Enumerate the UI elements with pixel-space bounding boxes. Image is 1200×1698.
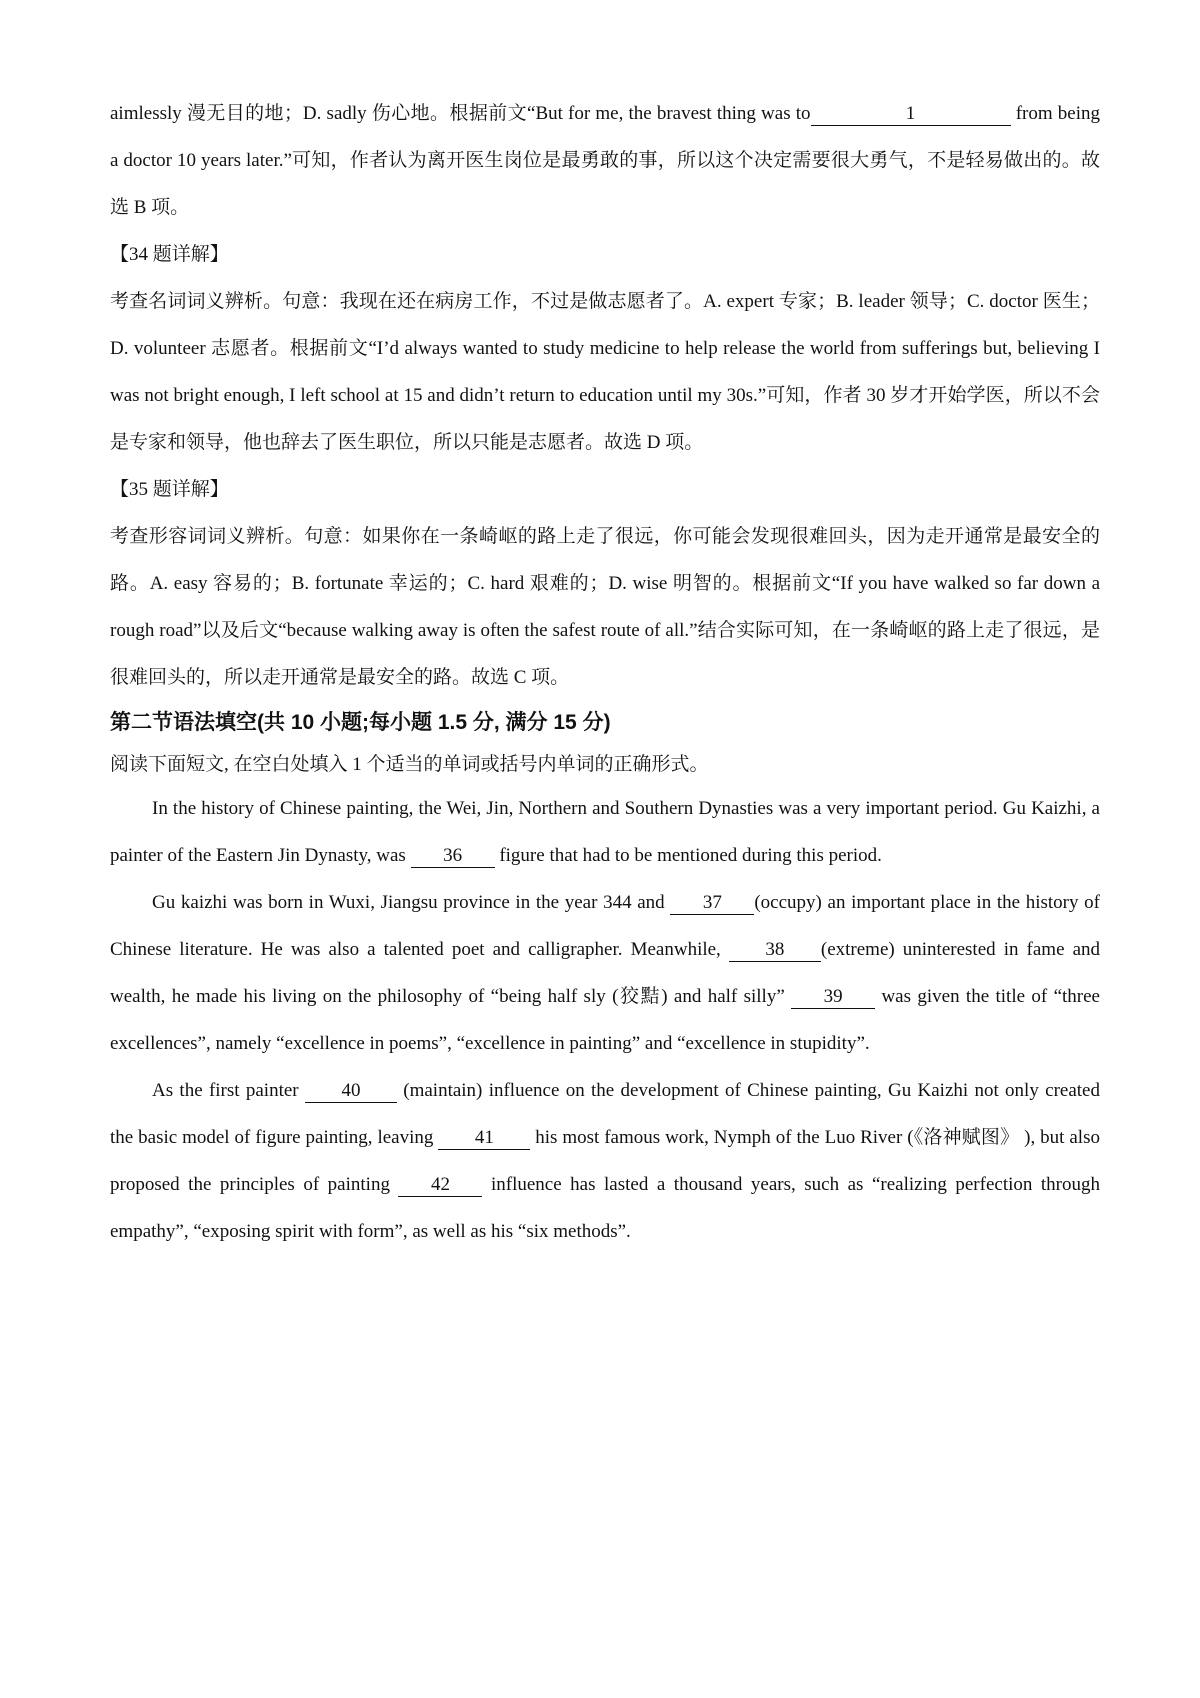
prev-text-part2: from being a doctor 10 years later.”可知，作者认为离开医生岗位是最勇敢的事，所以这个决定需要很大勇气，不是轻易做出的。故选 B 项。 <box>110 103 1100 218</box>
blank-42: 42 <box>398 1174 482 1197</box>
previous-explanation <box>110 90 1100 231</box>
p2-text-a: Gu kaizhi was born in Wuxi, Jiangsu province in the year 344 and <box>152 892 671 913</box>
p2-text-b: (occupy) an important place in the history of Chinese literature. He was also a talented poet and calligrapher. Meanwhile, <box>110 892 1100 960</box>
q34-explanation: 考查名词词义辨析。句意：我现在还在病房工作，不过是做志愿者了。A. expert 专家；B. leader 领导；C. doctor 医生；D. volunteer 志愿者。根据前文“I’d always wanted to study medicine to help release the world from sufferings but, believing I was not bright enough, I left school at 15 and didn’t return to education until my 30s.”可知，作者 30 岁才开始学医，所以不会是专家和领导，他也辞去了医生职位，所以只能是志愿者。故选 D 项。 <box>110 291 1100 453</box>
blank-36: 36 <box>411 845 495 868</box>
section2-instruction: 阅读下面短文, 在空白处填入 1 个适当的单词或括号内单词的正确形式。 <box>110 754 709 775</box>
q35-explanation: 考查形容词词义辨析。句意：如果你在一条崎岖的路上走了很远，你可能会发现很难回头，因为走开通常是最安全的路。A. easy 容易的；B. fortunate 幸运的；C. hard 艰难的；D. wise 明智的。根据前文“If you have walked so far down a rough road”以及后文“because walking away is often the safest route of all.”结合实际可知，在一条崎岖的路上走了很远，是很难回头的，所以走开通常是最安全的路。故选 C 项。 <box>110 526 1100 688</box>
p3-text-d: influence has lasted a thousand years, such as “realizing perfection through empathy”, “exposing spirit with form”, as well as his “six methods”. <box>110 1174 1101 1242</box>
p3-text-b: (maintain) influence on the development of Chinese painting, Gu Kaizhi not only created the basic model of figure painting, leaving <box>110 1080 1100 1148</box>
p3-text-c: his most famous work, Nymph of the Luo River (《洛神赋图》 ), but also proposed the principles of painting <box>110 1127 1100 1195</box>
passage-paragraph-1 <box>110 785 1100 879</box>
p2-text-d: was given the title of “three excellences”, namely “excellence in poems”, “excellence in painting” and “excellence in stupidity”. <box>110 986 1100 1054</box>
q34-heading: 【34 题详解】 <box>110 244 229 265</box>
blank-1: 1 <box>811 103 1011 126</box>
p3-text-a: As the first painter <box>152 1080 305 1101</box>
blank-37: 37 <box>670 892 754 915</box>
p1-text-b: figure that had to be mentioned during this period. <box>494 845 882 866</box>
document-page <box>110 90 1100 1255</box>
blank-39: 39 <box>791 986 875 1009</box>
p1-text-a: In the history of Chinese painting, the Wei, Jin, Northern and Southern Dynasties was a very important period. Gu Kaizhi, a painter of the Eastern Jin Dynasty, was <box>110 798 1100 866</box>
blank-41: 41 <box>438 1127 530 1150</box>
passage-paragraph-3 <box>110 1067 1100 1255</box>
prev-text-part1: aimlessly 漫无目的地；D. sadly 伤心地。根据前文“But for me, the bravest thing was to <box>110 103 811 124</box>
p2-text-c: (extreme) uninterested in fame and wealth, he made his living on the philosophy of “being half sly (狡黠) and half silly” <box>110 939 1100 1007</box>
blank-38: 38 <box>729 939 821 962</box>
q35-heading: 【35 题详解】 <box>110 479 229 500</box>
section2-title: 第二节语法填空(共 10 小题;每小题 1.5 分, 满分 15 分) <box>110 711 611 734</box>
passage-paragraph-2 <box>110 879 1100 1067</box>
blank-40: 40 <box>305 1080 397 1103</box>
